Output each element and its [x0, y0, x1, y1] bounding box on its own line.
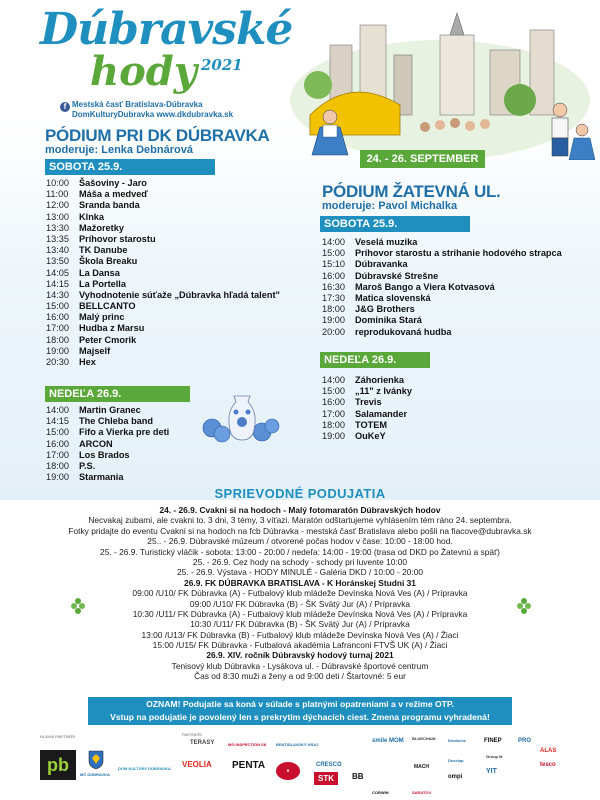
schedule-performer: Záhorienka	[355, 375, 405, 385]
schedule-time: 14:15	[46, 416, 69, 427]
side-event-line: 26.9. FK DÚBRAVKA BRATISLAVA - K Horánskej Studni 31	[184, 577, 416, 588]
side-event-line: 09:00 /U10/ FK Dúbravka (A) - Futbalový klub mládeže Devínska Nová Ves (A) / Prípravka	[132, 588, 468, 599]
sponsor-logo-penta: PENTA	[232, 760, 266, 771]
schedule-item	[46, 416, 169, 427]
schedule-performer: J&G Brothers	[355, 304, 415, 315]
schedule-time: 18:00	[46, 460, 69, 471]
schedule-item	[46, 472, 169, 483]
sponsor-logo-groupm: Group M	[486, 754, 503, 759]
schedule-performer: Veselá muzika	[355, 237, 418, 247]
schedule-performer: Dominika Stará	[355, 315, 422, 326]
schedule-performer: Hex	[79, 357, 96, 367]
schedule-time: 18:00	[322, 304, 345, 315]
sponsor-logo-circle: ●	[276, 762, 300, 780]
schedule-item	[46, 256, 280, 267]
schedule-time: 12:00	[46, 200, 69, 211]
schedule-performer: Vyhodnotenie súťaže „Dúbravka hľadá talent"	[79, 289, 280, 300]
schedule-item	[46, 335, 280, 346]
schedule-item	[46, 234, 280, 245]
schedule-item	[322, 397, 412, 408]
schedule-performer: Klnka	[79, 211, 105, 222]
schedule-item	[46, 450, 169, 461]
sponsor-logo-tesco: tesco	[540, 762, 556, 768]
schedule-performer: reprodukovaná hudba	[355, 326, 452, 337]
tree	[504, 84, 536, 116]
schedule-performer: TK Danube	[79, 245, 128, 256]
schedule-performer: Dúbravanka	[355, 259, 408, 270]
schedule-performer: Sranda banda	[79, 200, 140, 211]
schedule-time: 14:00	[46, 405, 69, 415]
schedule-time: 17:30	[322, 292, 345, 303]
tree-left	[304, 71, 332, 99]
schedule-item	[322, 327, 562, 338]
sponsor-logo-pb: pb	[40, 750, 76, 780]
sponsor-logo-mc: MČ DÚBRAVKA	[80, 772, 110, 777]
side-event-line: 25. - 26.9. Výstava - HODY MINULÉ - Galéria DKD / 10:00 - 20:00	[176, 567, 424, 578]
schedule-item	[322, 375, 412, 386]
schedule-time: 16:00	[46, 312, 69, 323]
main-partners-label: HLAVNÍ PARTNERI	[40, 734, 76, 739]
schedule-time: 14:00	[322, 237, 345, 247]
stage1-sunday-header: NEDEĽA 26.9.	[45, 386, 190, 402]
stage2-title: PÓDIUM ŽATEVNÁ UL.	[322, 182, 501, 201]
schedule-time: 18:00	[322, 419, 345, 430]
schedule-time: 14:00	[322, 375, 345, 385]
side-event-line: 24. - 26.9. Cvakni si na hodoch - Malý fotomaratón Dúbravských hodov	[159, 505, 441, 515]
schedule-item	[322, 304, 562, 315]
schedule-performer: Malý princ	[79, 312, 125, 323]
schedule-item	[322, 237, 562, 248]
schedule-item	[46, 212, 280, 223]
schedule-item	[46, 346, 280, 357]
schedule-performer: Martin Granec	[79, 405, 141, 415]
side-event-line: 26.9. XIV. ročník Dúbravský hodový turnaj 2021	[206, 650, 394, 661]
sponsor-logo-develop: Develop	[448, 758, 464, 763]
schedule-item	[46, 439, 169, 450]
side-event-line: Čas od 8:30 muži a ženy a od 9:00 deti / Štartovné: 5 eur	[194, 671, 406, 682]
schedule-time: 20:00	[322, 326, 345, 337]
schedule-performer: Príhovor starostu a strihanie hodového strapca	[355, 248, 562, 259]
schedule-time: 16:00	[322, 397, 345, 408]
schedule-time: 11:00	[46, 189, 69, 200]
schedule-item	[46, 245, 280, 256]
schedule-performer: Peter Cmorik	[79, 334, 137, 345]
side-event-line: 13:00 /U13/ FK Dúbravka (B) - Futbalový klub mládeže Devínska Nová Ves (A) / Žiaci	[141, 629, 459, 640]
sponsor-logo-terasy: TERASY	[190, 740, 215, 746]
schedule-time: 13:00	[46, 211, 69, 222]
schedule-time: 15:00	[46, 427, 69, 438]
schedule-performer: La Portella	[79, 278, 126, 289]
stage1-sunday-list	[46, 405, 169, 483]
stage1-title: PÓDIUM PRI DK DÚBRAVKA	[45, 126, 270, 145]
notice-line-2: Vstup na podujatie je povolený len s prekrytím dýchacích ciest. Zmena programu vyhradená!	[110, 712, 490, 722]
schedule-performer: Mažoretky	[79, 222, 124, 233]
schedule-item	[46, 301, 280, 312]
dancer-male	[552, 103, 568, 156]
sponsor-logo-finep: FINEP	[484, 738, 502, 744]
sponsor-logo-pro: PRO	[518, 738, 532, 744]
organizer-line: Mestská časť Bratislava-Dúbravka	[72, 100, 203, 109]
schedule-time: 14:15	[46, 278, 69, 289]
schedule-time: 17:00	[46, 323, 69, 334]
schedule-time: 15:10	[322, 259, 345, 270]
schedule-performer: ARCON	[79, 438, 113, 449]
schedule-time: 13:50	[46, 256, 69, 267]
schedule-time: 13:30	[46, 222, 69, 233]
sponsors-strip	[0, 728, 600, 800]
sponsor-logo-bsk: BRATISLAVSKÝ KRAJ	[276, 742, 319, 747]
stage1-saturday-list	[46, 178, 280, 368]
schedule-time: 15:00	[322, 386, 345, 397]
website-line: DomKulturyDubravka www.dkdubravka.sk	[72, 110, 234, 119]
schedule-performer: Majself	[79, 345, 111, 356]
sponsor-logo-mach: MACH	[414, 764, 429, 770]
schedule-performer: Matica slovenská	[355, 292, 431, 303]
schedule-performer: Fifo a Vierka pre deti	[79, 427, 170, 438]
sponsor-logo-ompi: ompi	[448, 774, 463, 780]
sponsor-logo-deutsche: Deutsche	[448, 738, 467, 743]
stage2-sunday-header: NEDEĽA 26.9.	[320, 352, 430, 368]
schedule-performer: Trevis	[355, 397, 382, 408]
sponsor-logo-yit: YIT	[486, 768, 497, 775]
schedule-item	[322, 386, 412, 397]
side-event-line: 10:30 /U11/ FK Dúbravka (A) - Futbalový klub mládeže Devínska Nová Ves (A) / Prípravka	[132, 608, 468, 619]
sponsor-logo-dk: DOM KULTÚRY DÚBRAVKA	[118, 766, 171, 771]
festival-logo	[40, 4, 293, 95]
schedule-performer: Starmania	[79, 472, 124, 483]
schedule-time: 14:05	[46, 267, 69, 278]
grape-icon-right	[512, 593, 536, 617]
schedule-item	[322, 293, 562, 304]
sponsor-logo-bb: BB	[352, 772, 364, 781]
partners-label: PARTNERI	[182, 732, 202, 737]
schedule-time: 14:30	[46, 289, 69, 300]
side-event-line: 10:30 /U11/ FK Dúbravka (B) - ŠK Svätý Jur (A) / Prípravka	[190, 619, 410, 630]
stage1-moderator: moderuje: Lenka Debnárová	[45, 144, 193, 156]
side-event-line: 25.. - 26.9. Dúbravské múzeum / otvorené počas hodov v čase: 10:00 - 18:00 hod.	[147, 536, 453, 547]
side-events-list	[0, 505, 600, 682]
grape-icon-left	[66, 593, 90, 617]
schedule-item	[46, 312, 280, 323]
schedule-performer: P.S.	[79, 460, 96, 471]
schedule-item	[46, 189, 280, 200]
schedule-time: 18:00	[46, 334, 69, 345]
schedule-time: 16:00	[46, 438, 69, 449]
schedule-performer: Los Brados	[79, 449, 130, 460]
schedule-performer: TOTEM	[355, 419, 387, 430]
schedule-item	[322, 248, 562, 259]
sponsor-logo-bluechain: BLUECHAIN	[412, 736, 436, 741]
vase-with-flowers-illustration	[192, 386, 292, 446]
schedule-performer: Dúbravské Strešne	[355, 270, 439, 281]
stage2-moderator: moderuje: Pavol Michalka	[322, 200, 458, 212]
schedule-performer: BELLCANTO	[79, 301, 136, 312]
schedule-item	[322, 282, 562, 293]
schedule-time: 20:30	[46, 357, 69, 367]
schedule-performer: La Dansa	[79, 267, 120, 278]
sponsor-logo-saratov: SARATOV	[412, 790, 432, 795]
schedule-item	[46, 427, 169, 438]
schedule-performer: Šašoviny - Jaro	[79, 178, 147, 188]
schedule-time: 10:00	[46, 178, 69, 188]
side-event-line: Tenisový klub Dúbravka - Lysákova ul. - Dúbravské športové centrum	[171, 660, 429, 671]
schedule-time: 15:00	[322, 248, 345, 259]
schedule-item	[46, 290, 280, 301]
schedule-time: 16:30	[322, 281, 345, 292]
dates-banner: 24. - 26. SEPTEMBER	[360, 150, 485, 168]
schedule-time: 15:00	[46, 301, 69, 312]
sponsor-logo-veolia: VEOLIA	[182, 760, 212, 769]
schedule-item	[322, 431, 412, 442]
schedule-item	[46, 461, 169, 472]
schedule-item	[322, 271, 562, 282]
schedule-performer: Škola Breaku	[79, 256, 138, 267]
schedule-item	[46, 178, 280, 189]
stage2-saturday-header: SOBOTA 25.9.	[320, 216, 470, 232]
stage2-saturday-list	[322, 237, 562, 338]
sponsor-logo-cresco: CRESCO	[316, 762, 342, 768]
sponsor-logo-smile: smile MOM	[372, 738, 404, 744]
church-spire	[450, 13, 464, 35]
schedule-item	[322, 420, 412, 431]
schedule-item	[322, 259, 562, 270]
schedule-item	[46, 200, 280, 211]
schedule-item	[322, 315, 562, 326]
schedule-performer: Salamander	[355, 408, 408, 419]
schedule-time: 19:00	[46, 345, 69, 356]
schedule-time: 13:35	[46, 233, 69, 244]
schedule-performer: „11" z Ivánky	[355, 386, 412, 397]
side-event-line: Necvakaj zubami, ale cvakni to. 3 dni, 3 témy, 3 víťazi. Maratón odštartujeme vyhlásením tém ráno 24. septembra.	[88, 515, 512, 526]
schedule-time: 17:00	[322, 408, 345, 419]
side-events-title: SPRIEVODNÉ PODUJATIA	[214, 486, 386, 501]
stage2-sunday-list	[322, 375, 412, 442]
schedule-performer: Hudba z Marsu	[79, 323, 145, 334]
logo-year: 2021	[200, 56, 243, 74]
schedule-time: 13:40	[46, 245, 69, 256]
logo-subtitle: hody	[90, 48, 197, 95]
schedule-item	[46, 357, 280, 368]
sponsor-logo-mg: MG INSPECTION SK	[228, 742, 267, 747]
schedule-time: 19:00	[322, 315, 345, 326]
schedule-item	[322, 409, 412, 420]
stage1-saturday-header: SOBOTA 25.9.	[45, 159, 215, 175]
schedule-performer: Príhovor starostu	[79, 233, 156, 244]
festival-illustration	[290, 5, 595, 160]
schedule-performer: Maroš Bango a Viera Kotvasová	[355, 281, 495, 292]
side-event-line: 15:00 /U15/ FK Dúbravka - Futbalová akadémia Lafranconi FTVŠ UK (A) / Žiaci	[152, 640, 448, 651]
side-event-line: 25. - 26.9. Cez hody na schody - schody pri luvente 10:00	[192, 556, 408, 567]
dancer-female-right	[569, 124, 595, 160]
schedule-performer: The Chleba band	[79, 416, 154, 427]
schedule-time: 19:00	[322, 430, 345, 441]
schedule-item	[46, 268, 280, 279]
side-event-line: Fotky pridajte do eventu Cvakni si na hodoch na fcb Dúbravka - mestská časť Bratislava alebo pošli na fiacove@dubravka.sk	[68, 525, 532, 536]
schedule-item	[46, 223, 280, 234]
notice-line-1: OZNAM! Podujatie sa koná v súlade s platnými opatreniami a v režime OTP.	[146, 699, 454, 709]
schedule-item	[46, 405, 169, 416]
schedule-time: 19:00	[46, 472, 69, 483]
schedule-performer: Máša a medveď	[79, 189, 148, 200]
notice-banner	[88, 697, 512, 725]
coat-of-arms-icon	[88, 750, 104, 770]
schedule-item	[46, 323, 280, 334]
schedule-item	[46, 279, 280, 290]
schedule-performer: OuKeY	[355, 430, 386, 441]
side-event-line: 09:00 /U10/ FK Dúbravka (B) - ŠK Svätý Jur (A) / Prípravka	[189, 598, 411, 609]
organizer-info	[72, 100, 233, 120]
side-event-line: 25. - 26.9. Turistický vláčik - sobota: 13:00 - 20:00 / nedeľa: 14:00 - 19:00 (trasa od DKD po Žatevnú a späť)	[100, 546, 500, 557]
schedule-time: 17:00	[46, 449, 69, 460]
facebook-icon: f	[60, 102, 70, 112]
sponsor-logo-alas: ALAS	[540, 748, 557, 754]
building-4	[440, 35, 474, 115]
schedule-time: 16:00	[322, 270, 345, 281]
sponsor-logo-stk: STK	[314, 772, 338, 785]
sponsor-logo-corwin: CORWIN	[372, 790, 389, 795]
logo-title: Dúbravské	[40, 4, 293, 55]
